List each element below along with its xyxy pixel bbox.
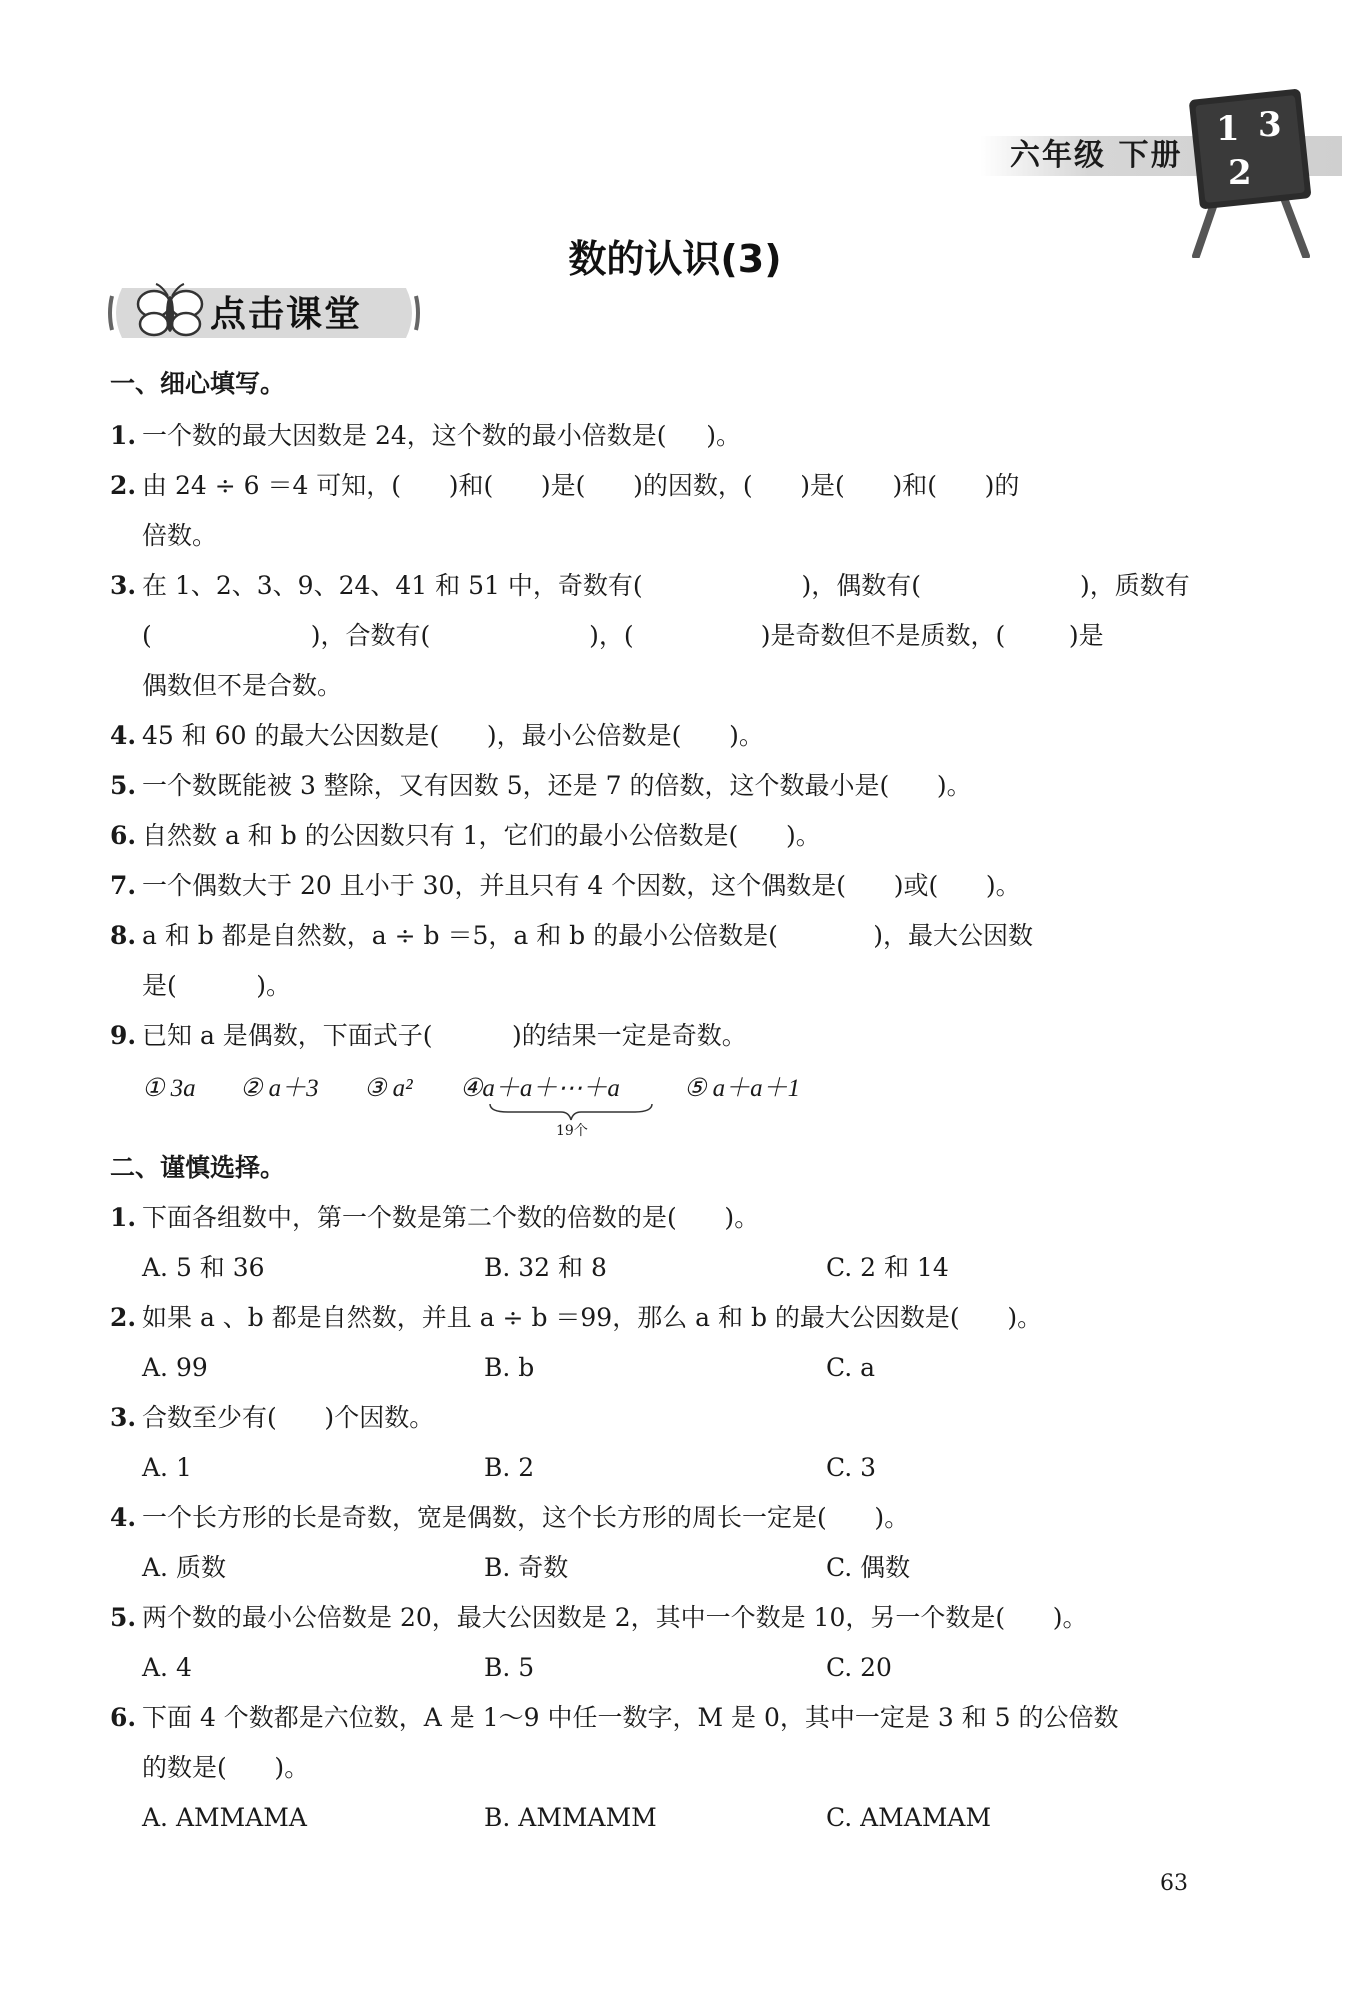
page-number: 63: [1160, 1871, 1188, 1896]
question-text: 自然数 a 和 b 的公因数只有 1，它们的最小公倍数是( )。: [142, 821, 821, 850]
board-digit: 2: [1228, 153, 1252, 193]
question-text: ( )，合数有( )，( )是奇数但不是质数，( )是: [142, 621, 1104, 650]
choice-option: ⑤ a＋a＋1: [684, 1075, 801, 1102]
question-text: 两个数的最小公倍数是 20，最大公因数是 2，其中一个数是 10，另一个数是( )。: [142, 1603, 1088, 1632]
question-number: 3.: [110, 1403, 137, 1432]
choice-option: C. 偶数: [826, 1553, 911, 1582]
choice-option: B. 2: [484, 1453, 535, 1482]
choice-option: B. 5: [484, 1653, 535, 1682]
question-text: a 和 b 都是自然数，a ÷ b ＝5，a 和 b 的最小公倍数是( )，最大公因数: [142, 921, 1033, 950]
question-number: 6.: [110, 821, 137, 850]
section-banner: 点击课堂: [210, 294, 363, 335]
section-heading: 一、细心填写。: [110, 369, 286, 398]
question-number: 1.: [110, 1203, 137, 1232]
choice-option: B. 奇数: [484, 1553, 569, 1582]
question-number: 9.: [110, 1021, 137, 1050]
question-number: 3.: [110, 571, 137, 600]
question-text: 一个数的最大因数是 24，这个数的最小倍数是( )。: [142, 421, 742, 450]
question-text: 是( )。: [142, 971, 291, 1000]
question-number: 4.: [110, 721, 137, 750]
choice-option: B. AMMAMM: [484, 1803, 657, 1832]
question-text: 在 1、2、3、9、24、41 和 51 中，奇数有( )，偶数有( )，质数有: [142, 571, 1190, 600]
choice-option: ② a＋3: [240, 1075, 319, 1102]
choice-option: A. 质数: [142, 1553, 226, 1582]
question-number: 8.: [110, 921, 137, 950]
question-number: 2.: [110, 1303, 137, 1332]
question-text: 一个长方形的长是奇数，宽是偶数，这个长方形的周长一定是( )。: [142, 1503, 910, 1532]
question-number: 4.: [110, 1503, 137, 1532]
choice-option: A. AMMAMA: [142, 1803, 307, 1832]
choice-option: A. 4: [142, 1653, 192, 1682]
grade-label: 六年级 下册: [1010, 138, 1183, 173]
question-number: 1.: [110, 421, 137, 450]
choice-option: ③ a²: [364, 1075, 413, 1102]
page-title: 数的认识(3): [568, 237, 782, 281]
choice-option: C. 2 和 14: [826, 1253, 949, 1282]
question-text: 已知 a 是偶数，下面式子( )的结果一定是奇数。: [142, 1021, 747, 1050]
question-text: 合数至少有( )个因数。: [142, 1403, 435, 1432]
question-text: 的数是( )。: [142, 1753, 310, 1782]
question-text: 如果 a 、b 都是自然数，并且 a ÷ b ＝99，那么 a 和 b 的最大公因数是( )。: [142, 1303, 1043, 1332]
question-number: 5.: [110, 1603, 137, 1632]
question-text: 下面 4 个数都是六位数，A 是 1～9 中任一数字，M 是 0，其中一定是 3 和 5 的公倍数: [142, 1703, 1119, 1732]
brace-label: 19个: [556, 1123, 588, 1139]
choice-option: C. 20: [826, 1653, 892, 1682]
board-digit: 1: [1216, 109, 1240, 149]
choice-option: C. AMAMAM: [826, 1803, 992, 1832]
question-number: 7.: [110, 871, 137, 900]
choice-option: A. 5 和 36: [142, 1253, 265, 1282]
choice-option: B. 32 和 8: [484, 1253, 607, 1282]
section-heading: 二、谨慎选择。: [110, 1153, 286, 1182]
choice-option: A. 1: [142, 1453, 192, 1482]
choice-option: C. a: [826, 1353, 876, 1382]
question-text: 一个偶数大于 20 且小于 30，并且只有 4 个因数，这个偶数是( )或( )。: [142, 871, 1021, 900]
question-text: 由 24 ÷ 6 ＝4 可知，( )和( )是( )的因数，( )是( )和( )的: [142, 471, 1020, 500]
question-text: 45 和 60 的最大公因数是( )，最小公倍数是( )。: [142, 721, 764, 750]
underbrace: [488, 1102, 654, 1122]
choice-option: ① 3a: [142, 1075, 196, 1102]
question-number: 5.: [110, 771, 137, 800]
choice-option: B. b: [484, 1353, 535, 1382]
question-text: 一个数既能被 3 整除，又有因数 5，还是 7 的倍数，这个数最小是( )。: [142, 771, 972, 800]
question-number: 2.: [110, 471, 137, 500]
board-digit: 3: [1258, 105, 1282, 145]
question-text: 倍数。: [142, 521, 218, 550]
choice-option: C. 3: [826, 1453, 877, 1482]
question-text: 偶数但不是合数。: [142, 671, 343, 700]
question-number: 6.: [110, 1703, 137, 1732]
question-text: 下面各组数中，第一个数是第二个数的倍数的是( )。: [142, 1203, 760, 1232]
choice-option: ④a＋a＋⋯＋a: [460, 1075, 620, 1102]
choice-option: A. 99: [142, 1353, 208, 1382]
